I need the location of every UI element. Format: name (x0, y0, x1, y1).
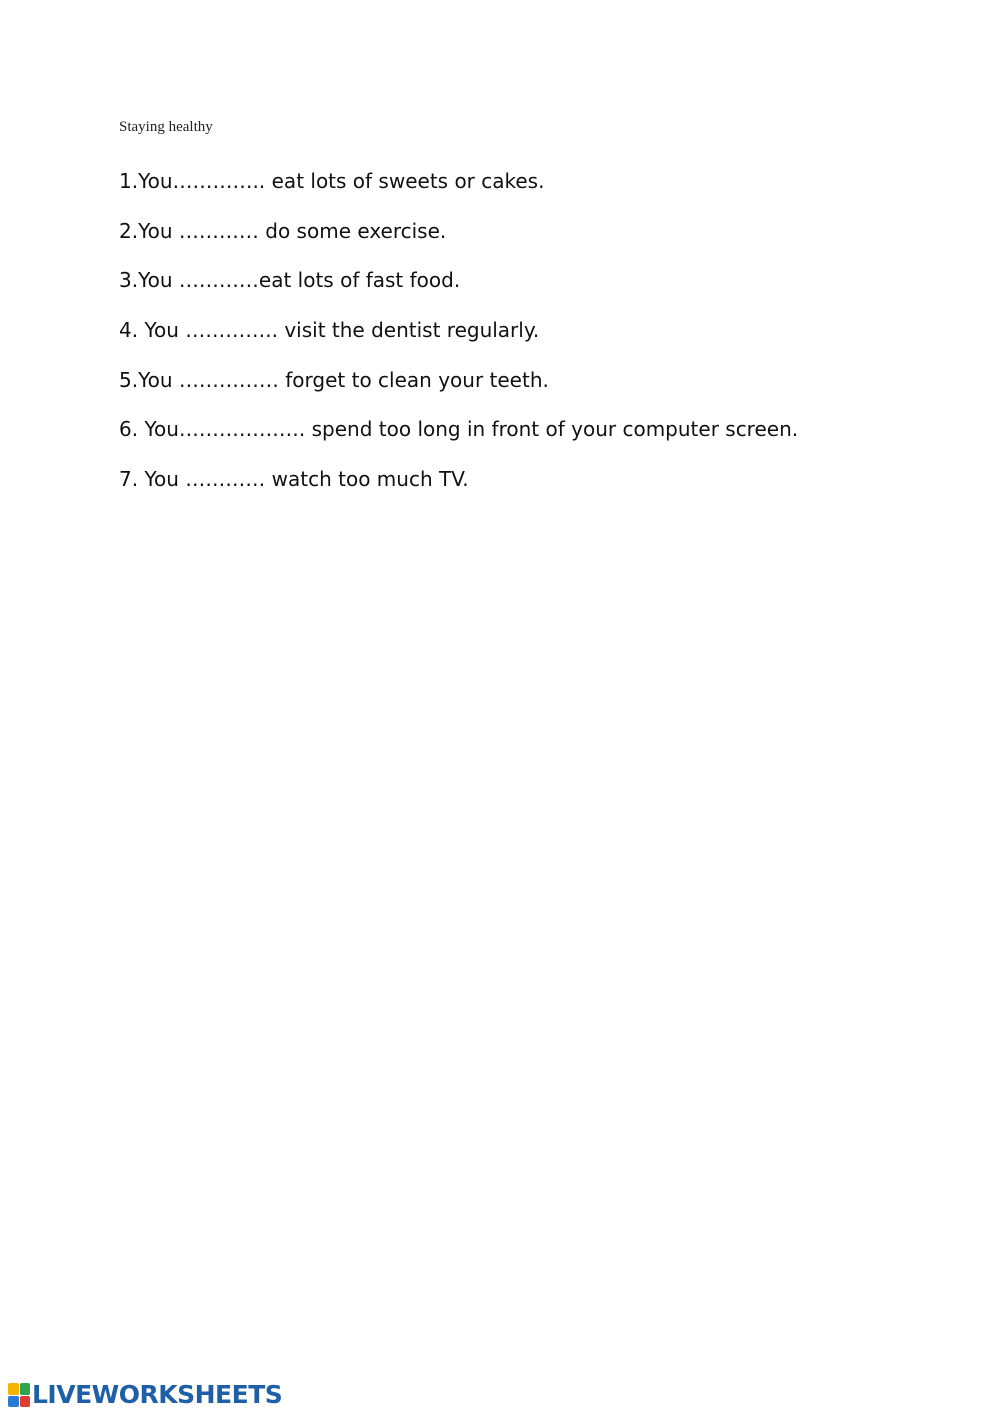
exercise-item-3: 3.You …………eat lots of fast food. (119, 268, 461, 293)
exercise-item-4: 4. You ………….. visit the dentist regularly. (119, 318, 540, 343)
liveworksheets-logo-icon (8, 1383, 30, 1407)
exercise-item-2: 2.You ………… do some exercise. (119, 218, 447, 243)
exercise-item-5: 5.You …………… forget to clean your teeth. (119, 367, 549, 392)
logo-wordmark: LIVEWORKSHEETS (32, 1380, 283, 1409)
logo-tile-green (20, 1383, 31, 1395)
logo-tile-blue (8, 1396, 19, 1408)
exercise-list (119, 168, 798, 516)
logo-tile-yellow (8, 1383, 19, 1395)
liveworksheets-logo (8, 1381, 282, 1409)
logo-tile-red (20, 1396, 31, 1408)
worksheet-title: Staying healthy (119, 119, 213, 135)
exercise-item-7: 7. You ………… watch too much TV. (119, 467, 469, 492)
exercise-item-1: 1.You………….. eat lots of sweets or cakes. (119, 169, 545, 193)
exercise-item-6: 6. You………………. spend too long in front of your computer screen. (119, 417, 799, 442)
